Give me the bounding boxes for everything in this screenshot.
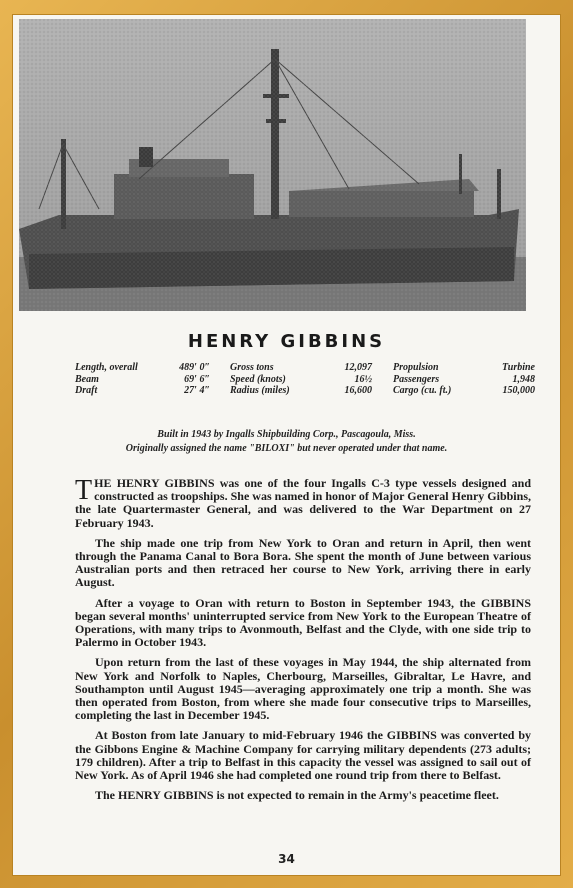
paragraph: The ship made one trip from New York to Oran and return in April, then went through the Panama Canal to Bora Bora. She spent the month of June between various Australian ports and then retraced her course to New York, arriving there in early August.: [75, 535, 531, 590]
paragraph: Upon return from the last of these voyages in May 1944, the ship alternated from New York and Norfolk to Naples, Cherbourg, Marseilles, Gibraltar, Le Havre, and Southampton until August 1945—averaging approximately one trip a month. She was then operated from Boston, from where she made four consecutive trips to Marseilles, completing the last in December 1945.: [75, 655, 531, 723]
builder-note-line: Originally assigned the name "BILOXI" but never operated under that name.: [125, 443, 448, 454]
drop-cap: T: [75, 475, 93, 506]
ship-photograph: [19, 19, 526, 311]
spec-column-capacity: [393, 362, 535, 397]
spec-label: Propulsion: [393, 362, 439, 373]
spec-label: Gross tons: [230, 362, 274, 373]
spec-label: Cargo (cu. ft.): [393, 385, 452, 396]
spec-column-dimensions: [75, 362, 210, 397]
spec-label: Radius (miles): [230, 385, 290, 396]
spec-row: [393, 374, 535, 386]
spec-row: [393, 362, 535, 374]
spec-value: 12,097: [344, 362, 372, 373]
ship-illustration: [19, 19, 526, 311]
article-body: [75, 477, 531, 809]
page-number: 34: [278, 852, 295, 866]
spec-row: [75, 385, 210, 397]
ship-name-heading: HENRY GIBBINS: [187, 331, 386, 352]
spec-label: Passengers: [393, 373, 440, 385]
spec-column-performance: [230, 362, 372, 397]
spec-label: Beam: [75, 373, 99, 385]
spec-value: 489′ 0″: [179, 362, 210, 373]
spec-row: [75, 362, 210, 374]
document-page: [12, 14, 561, 876]
paragraph: After a voyage to Oran with return to Boston in September 1943, the GIBBINS began several months' uninterrupted service from New York to the European Theatre of Operations, with many trips to Avonmouth, Belfast and the Clyde, with one side trip to Palermo in October 1943.: [75, 595, 531, 650]
spec-value: 150,000: [502, 385, 535, 396]
builder-note: [12, 428, 561, 456]
paragraph-text: HE HENRY GIBBINS was one of the four Ingalls C-3 type vessels designed and constructed as troopships. She was named in honor of Major General Henry Gibbins, the late Quartermaster General, and was delivered to the War Department on 27 February 1943.: [75, 476, 531, 530]
spec-row: [230, 374, 372, 386]
spec-label: Draft: [75, 385, 98, 396]
spec-row: [230, 385, 372, 397]
spec-row: [75, 374, 210, 386]
spec-value: 27′ 4″: [184, 385, 210, 396]
builder-note-line: Built in 1943 by Ingalls Shipbuilding Corp., Pascagoula, Miss.: [157, 429, 416, 440]
spec-value: 16½: [354, 373, 372, 385]
spec-value: 69′ 6″: [184, 373, 210, 385]
paragraph: The HENRY GIBBINS is not expected to remain in the Army's peacetime fleet.: [95, 788, 499, 803]
spec-row: [393, 385, 535, 397]
spec-label: Length, overall: [75, 362, 138, 373]
spec-label: Speed (knots): [230, 373, 286, 385]
spec-value: 16,600: [344, 385, 372, 396]
spec-row: [230, 362, 372, 374]
spec-value: Turbine: [502, 362, 535, 373]
paragraph: [75, 477, 531, 530]
paragraph: At Boston from late January to mid-February 1946 the GIBBINS was converted by the Gibbons Engine & Machine Company for carrying military dependents (273 adults; 179 children). After a trip to Belfast in this capacity the vessel was assigned to sail out of New York. As of April 1946 she had completed one round trip from there to Belfast.: [75, 728, 531, 783]
spec-value: 1,948: [512, 373, 535, 385]
